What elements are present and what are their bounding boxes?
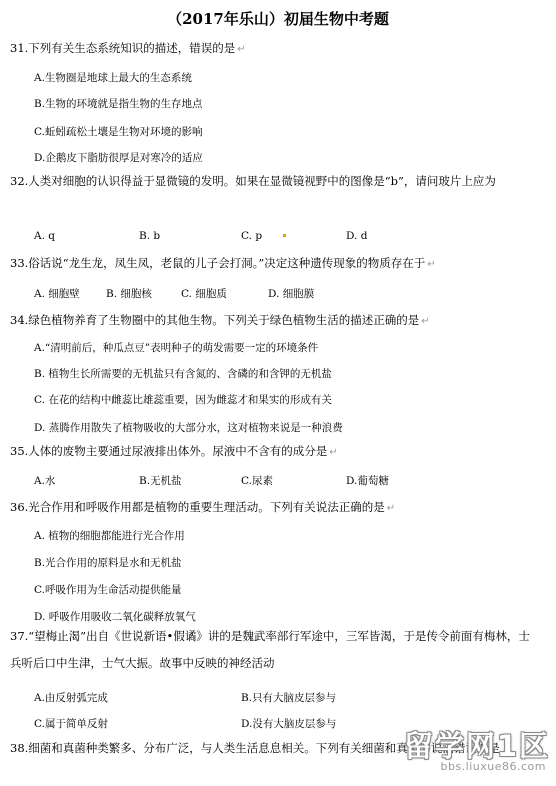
question-33-option-c: C. 细胞质 [181, 288, 227, 300]
question-32-option-c: C. p [241, 230, 263, 242]
stray-dot [283, 234, 286, 237]
question-33-option-a: A. 细胞壁 [34, 288, 80, 300]
question-31-option-d: D.企鹅皮下脂肪很厚是对寒冷的适应 [34, 152, 203, 164]
question-31-option-a: A.生物圈是地球上最大的生态系统 [34, 72, 192, 84]
question-32-option-b: B. b [139, 230, 161, 242]
question-32-option-a: A. q [34, 230, 55, 242]
watermark-url: bbs.liuxue86.com [440, 760, 546, 773]
question-35-option-d: D.葡萄糖 [346, 475, 389, 487]
question-36-stem: 36.光合作用和呼吸作用都是植物的重要生理活动。下列有关说法正确的是 ↵ [10, 500, 396, 514]
page-title: （2017年乐山）初届生物中考题 [167, 10, 389, 28]
question-38-stem: 38.细菌和真菌种类繁多、分布广泛，与人类生活息息相关。下列有关细菌和真菌的说法错误的是 [10, 741, 500, 755]
question-34-option-b: B. 植物生长所需要的无机盐只有含氮的、含磷的和含钾的无机盐 [34, 368, 332, 380]
question-37-stem: 37.“望梅止渴”出自《世说新语•假谲》讲的是魏武率部行军途中，三军皆渴，于是传令前面有梅林，士兵听后口中生津，士气大振。故事中反映的神经活动 [10, 629, 530, 670]
paragraph-mark-icon: ↵ [329, 447, 338, 458]
question-31-option-b: B.生物的环境就是指生物的生存地点 [34, 98, 203, 110]
question-36-option-c: C.呼吸作用为生命活动提供能量 [34, 584, 182, 596]
paragraph-mark-icon: ↵ [427, 259, 436, 270]
question-32-stem: 32.人类对细胞的认识得益于显微镜的发明。如果在显微镜视野中的图像是“b”，请问玻片上应为 [10, 174, 496, 188]
question-37-option-d: D.没有大脑皮层参与 [241, 718, 337, 730]
question-34-option-c: C. 在花的结构中雌蕊比雄蕊重要，因为雌蕊才和果实的形成有关 [34, 394, 332, 406]
question-34-stem: 34.绿色植物养育了生物圈中的其他生物。下列关于绿色植物生活的描述正确的是 ↵ [10, 313, 430, 327]
watermark-logo-text: 留学网1区 [403, 729, 550, 763]
question-34-option-d: D. 蒸腾作用散失了植物吸收的大部分水，这对植物来说是一种浪费 [34, 422, 343, 434]
question-35-option-a: A.水 [34, 475, 56, 487]
question-33-option-b: B. 细胞核 [106, 288, 152, 300]
question-35-option-b: B.无机盐 [139, 475, 182, 487]
question-31-option-c: C.蚯蚓疏松土壤是生物对环境的影响 [34, 126, 203, 138]
paragraph-mark-icon: ↵ [237, 44, 246, 55]
question-36-option-b: B.光合作用的原料是水和无机盐 [34, 557, 182, 569]
question-33-option-d: D. 细胞膜 [268, 288, 315, 300]
question-35-option-c: C.尿素 [241, 475, 273, 487]
question-37-option-c: C.属于简单反射 [34, 718, 108, 730]
paragraph-mark-icon: ↵ [421, 316, 430, 327]
question-36-option-d: D. 呼吸作用吸收二氧化碳释放氧气 [34, 611, 196, 623]
question-36-option-a: A. 植物的细胞都能进行光合作用 [34, 530, 185, 542]
question-37-option-a: A.由反射弧完成 [34, 692, 108, 704]
question-37-option-b: B.只有大脑皮层参与 [241, 692, 337, 704]
question-32-option-d: D. d [346, 230, 368, 242]
question-34-option-a: A.“清明前后，种瓜点豆”表明种子的萌发需要一定的环境条件 [34, 342, 319, 354]
paragraph-mark-icon: ↵ [386, 503, 396, 514]
site-watermark [362, 724, 550, 776]
question-33-stem: 33.俗话说“龙生龙，凤生凤，老鼠的儿子会打洞。”决定这种遗传现象的物质存在于 ↵ [10, 256, 436, 270]
question-31-stem: 31.下列有关生态系统知识的描述，错误的是 ↵ [10, 41, 246, 55]
question-35-stem: 35.人体的废物主要通过尿液排出体外。尿液中不含有的成分是 ↵ [10, 444, 338, 458]
